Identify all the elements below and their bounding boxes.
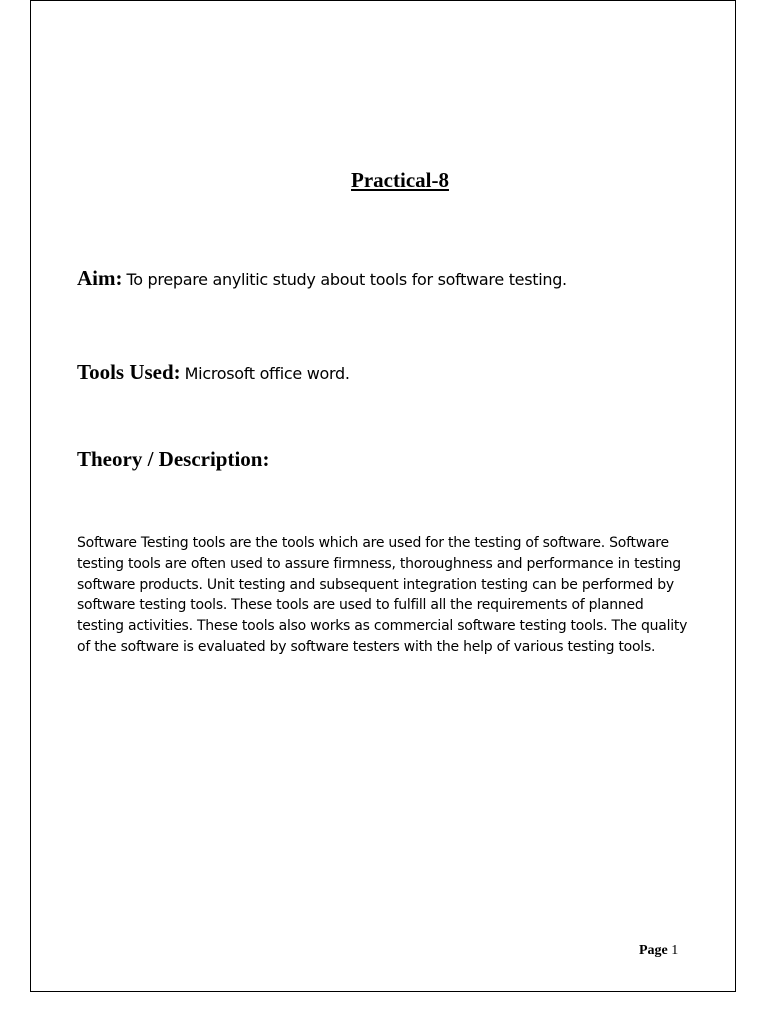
aim-line [77,266,567,291]
description-line: of the software is evaluated by software testers with the help of various testing tools. [77,638,656,655]
tools-used-text: Microsoft office word. [184,364,350,383]
page-number-label: Page [639,943,668,958]
theory-heading [77,447,269,472]
description-paragraph [77,533,717,658]
aim-label: Aim: [77,266,123,290]
tools-used-line [77,360,350,385]
theory-label: Theory / Description: [77,447,270,471]
description-line: testing activities. These tools also works as commercial software testing tools. The quality [77,618,688,635]
page-border [30,0,736,992]
description-line: testing tools are often used to assure firmness, thoroughness and performance in testing [77,555,681,572]
page-title: Practical-8 [351,168,449,192]
description-line: Software Testing tools are the tools which are used for the testing of software. Software [77,535,669,551]
aim-text: To prepare anylitic study about tools for software testing. [126,270,567,289]
description-line: software products. Unit testing and subsequent integration testing can be performed by [77,576,674,593]
page-number [639,943,678,959]
page-number-value: 1 [671,943,679,958]
tools-used-label: Tools Used: [77,360,181,384]
description-line: software testing tools. These tools are used to fulfill all the requirements of planned [77,597,644,614]
